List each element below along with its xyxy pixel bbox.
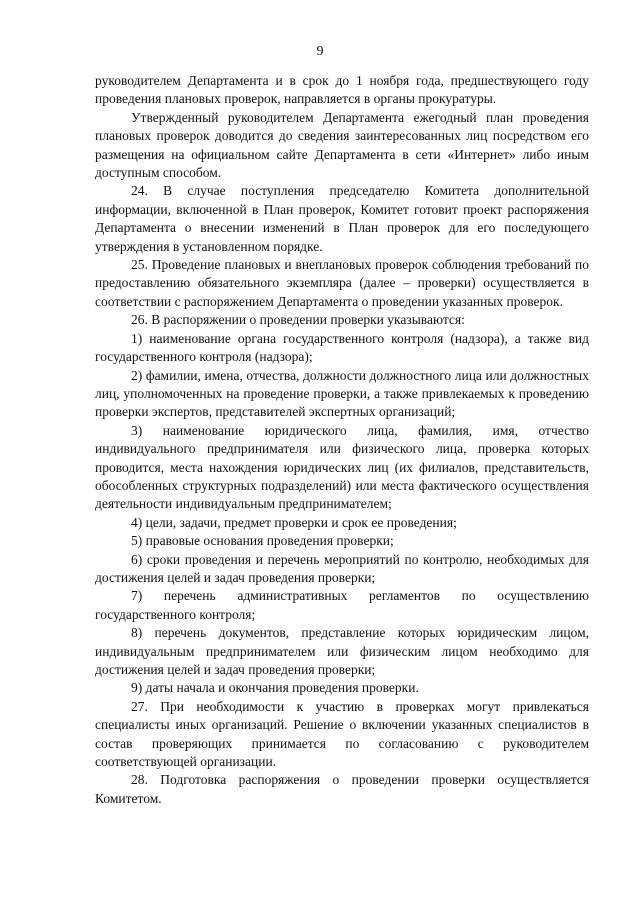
paragraph-item-27: 27. При необходимости к участию в проверках могут привлекаться специалисты иных организаций. Решение о включении указанных специалистов в состав проверяющих принимается по согласованию с руководителем соответствующей организации. — [95, 698, 589, 770]
paragraph-item-26: 26. В распоряжении о проведении проверки указываются: — [131, 312, 465, 328]
list-item-5: 5) правовые основания проведения проверки; — [131, 533, 394, 549]
list-item-6: 6) сроки проведения и перечень мероприятий по контролю, необходимых для достижения целей и задач проведения проверки; — [95, 551, 589, 585]
list-item-3: 3) наименование юридического лица, фамилия, имя, отчество индивидуального предпринимателя или физического лица, проверка которых проводится, места нахождения юридических лиц (их филиалов, представительств, обособленных структурных подразделений) или места фактического осуществления деятельности индивидуальным предпринимателем; — [95, 422, 589, 512]
list-item-9: 9) даты начала и окончания проведения проверки. — [131, 680, 419, 696]
document-body — [95, 72, 589, 808]
paragraph-plan-publication: Утвержденный руководителем Департамента ежегодный план проведения плановых проверок доводится до сведения заинтересованных лиц посредством его размещения на официальном сайте Департамента в сети «Интернет» либо иным доступным способом. — [95, 109, 589, 181]
paragraph-item-24: 24. В случае поступления председателю Комитета дополнительной информации, включенной в План проверок, Комитет готовит проект распоряжения Департамента о внесении изменений в План проверок для его последующего утверждения в установленном порядке. — [95, 183, 589, 254]
list-item-4: 4) цели, задачи, предмет проверки и срок ее проведения; — [131, 514, 457, 530]
page-number: 9 — [316, 44, 324, 59]
paragraph-continuation: руководителем Департамента и в срок до 1 ноября года, предшествующего году проведения плановых проверок, направляется в органы прокуратуры. — [95, 73, 589, 107]
list-item-7: 7) перечень административных регламентов по осуществлению государственного контроля; — [95, 588, 589, 622]
paragraph-item-25: 25. Проведение плановых и внеплановых проверок соблюдения требований по предоставлению обязательного экземпляра (далее – проверки) осуществляется в соответствии с распоряжением Департамента о проведении указанных проверок. — [95, 257, 589, 309]
list-item-8: 8) перечень документов, представление которых юридическим лицом, индивидуальным предпринимателем или физическим лицом необходимо для достижения целей и задач проведения проверки; — [95, 625, 589, 677]
list-item-2: 2) фамилии, имена, отчества, должности должностного лица или должностных лиц, уполномоченных на проведение проверки, а также привлекаемых к проведению проверки экспертов, представителей экспертных организаций; — [95, 367, 589, 420]
list-item-1: 1) наименование органа государственного контроля (надзора), а также вид государственного контроля (надзора); — [95, 330, 589, 365]
paragraph-item-28: 28. Подготовка распоряжения о проведении проверки осуществляется Комитетом. — [95, 772, 589, 806]
